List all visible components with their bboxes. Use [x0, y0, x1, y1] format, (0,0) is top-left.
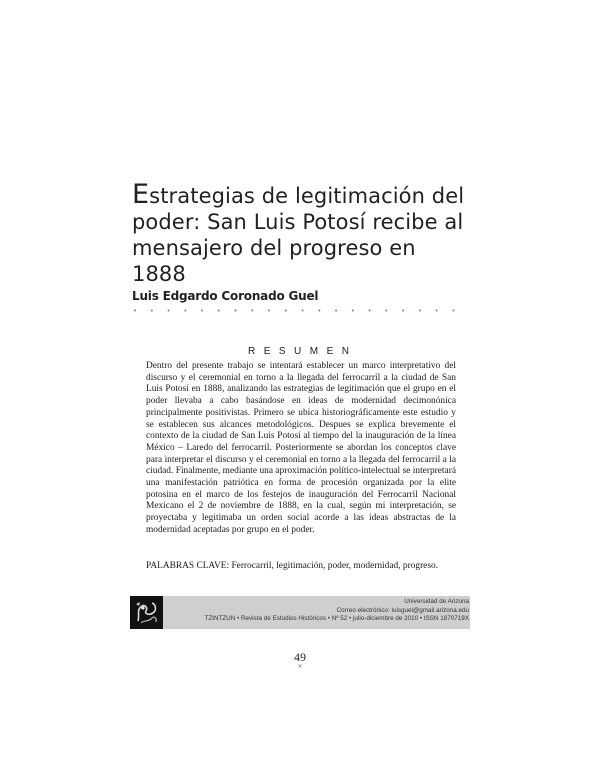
- title-rest: strategias de legitimación del poder: San Luis Potosí recibe al mensajero del progreso en 1888: [132, 184, 465, 286]
- title-initial: E: [132, 179, 150, 210]
- footer-info: [204, 598, 469, 624]
- page-number: 49: [294, 650, 306, 664]
- journal-emblem-icon: [130, 596, 163, 629]
- footer-journal: TZINTZUN • Revista de Estudios Históricos • Nº 52 • julio-diciembre de 2010 • ISSN 1870719X: [204, 615, 469, 623]
- page-mark: ✕: [297, 664, 303, 670]
- author-name: Luis Edgardo Coronado Guel: [132, 289, 319, 303]
- keywords: PALABRAS CLAVE: Ferrocarril, legitimación, poder, modernidad, progreso.: [146, 561, 439, 571]
- abstract-text: Dentro del presente trabajo se intentará establecer un marco interpretativo del discurso y el ceremonial en torno a la llegada del ferrocarril a la ciudad de San Luis Potosí en 1888, analizando las estrategias de legitimación que el grupo en el poder llevaba a cabo basándose en ideas de modernidad decimonónica principalmente positivistas. Primero se ubica historiográficamente este estudio y se establecen sus alcances metodológicos. Despues se explica brevemente el contexto de la ciudad de San Luis Potosí al tiempo del la inauguración de la línea México – Laredo del ferrocarril. Posteriormente se abordan los conceptos clave para interpretar el discurso y el ceremonial en torno a la llegada del ferrocarril a la ciudad. Finalmente, mediante una aproximación político-intelectual se interpretará una manifestación patriótica en forma de procesión organizada por la elite potosina en el marco de los festejos de inauguración del Ferrocarril Nacional Mexicano el 2 de noviembre de 1888, en la cual, según mi interpretación, se proyectaba y legitimaba un orden social acorde a las ideas abstractas de la modernidad aceptadas por grupo en el poder.: [146, 361, 456, 535]
- footer-email: Correo electrónico: luisguel@gmail.arizona.edu: [336, 606, 469, 614]
- footer-institution: Universidad de Arizona: [404, 598, 469, 605]
- abstract-heading: RESUMEN: [248, 346, 358, 357]
- author-separator: • • • • • • • • • • • • • • • • • • • •: [133, 307, 461, 315]
- article-title: [132, 179, 472, 287]
